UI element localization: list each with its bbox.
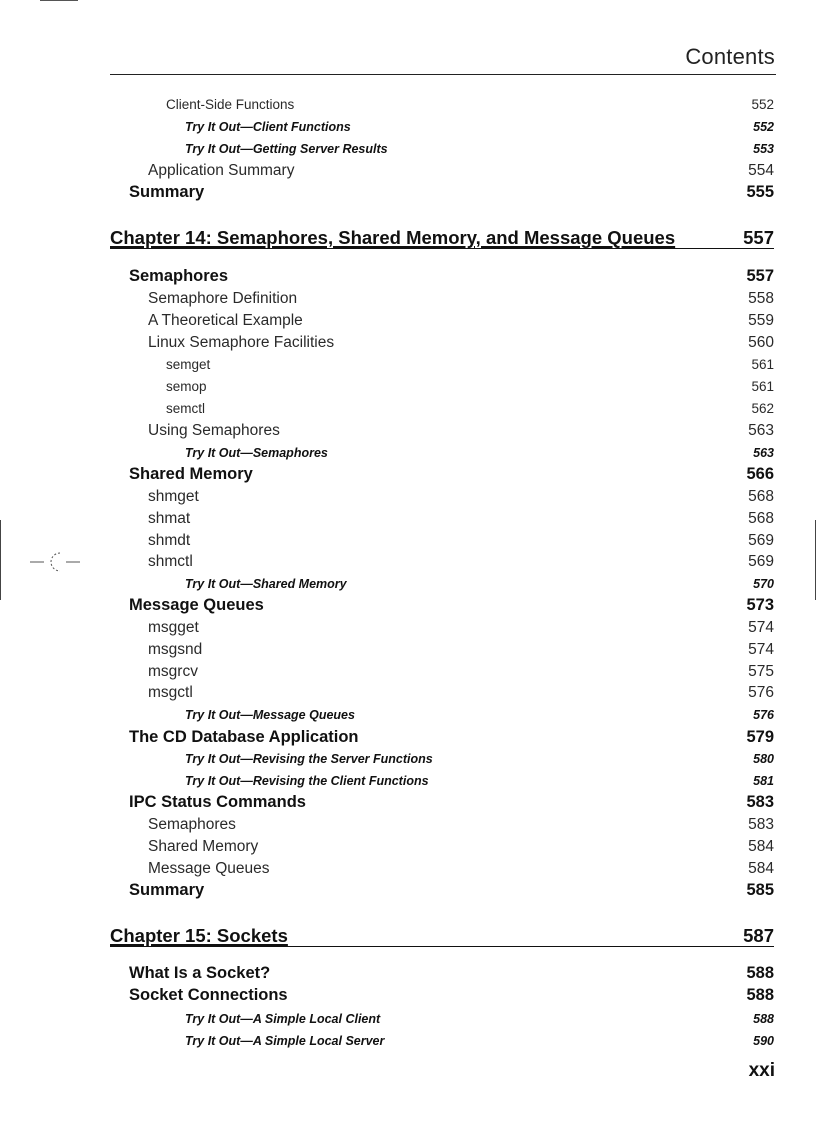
toc-entry-title: shmctl [148,553,193,570]
toc-section-heading[interactable] [110,183,774,202]
toc-entry[interactable] [110,684,774,702]
toc-section-heading[interactable] [110,986,774,1005]
toc-entry-page: 561 [751,357,774,372]
toc-entry-page: 569 [748,532,774,549]
toc-entry-title: IPC Status Commands [129,793,306,811]
crop-mark-top [40,0,78,1]
toc-entry-title: msgget [148,619,199,636]
toc-entry-title: A Theoretical Example [148,312,303,329]
toc-entry-try-it-out[interactable] [110,1034,774,1048]
toc-entry-page: 569 [748,553,774,570]
toc-entry-title: semop [166,379,207,394]
toc-entry-page: 584 [748,838,774,855]
toc-entry-page: 574 [748,619,774,636]
toc-entry[interactable] [110,334,774,352]
toc-entry-page: 557 [746,267,774,285]
chapter-title: Chapter 14: Semaphores, Shared Memory, and Message Queues [110,227,676,248]
toc-entry-title: Try It Out—Revising the Client Functions [185,774,429,788]
toc-section-heading[interactable] [110,793,774,812]
toc-entry-title: Try It Out—Getting Server Results [185,142,388,156]
toc-entry-title: Application Summary [148,162,295,179]
toc-entry[interactable] [110,860,774,878]
toc-entry-page: 579 [746,728,774,746]
toc-entry[interactable] [110,97,774,112]
toc-entry-title: What Is a Socket? [129,964,271,982]
toc-entry[interactable] [110,510,774,528]
toc-entry[interactable] [110,488,774,506]
toc-entry-page: 558 [748,290,774,307]
toc-entry-try-it-out[interactable] [110,774,774,788]
toc-entry-title: msgsnd [148,641,203,658]
toc-section-heading[interactable] [110,964,774,983]
toc-entry-try-it-out[interactable] [110,120,774,134]
toc-entry-page: 574 [748,641,774,658]
toc-entry-title: Try It Out—A Simple Local Server [185,1034,385,1048]
toc-entry-page: 554 [748,162,774,179]
toc-entry-page: 583 [746,793,774,811]
chapter-15-heading[interactable] [110,926,774,947]
toc-entry-page: 553 [753,142,774,156]
toc-entry-page: 563 [748,422,774,439]
toc-entry-title: Summary [129,881,205,899]
page-number: xxi [748,1060,775,1081]
toc-entry[interactable] [110,532,774,550]
toc-entry[interactable] [110,162,774,180]
toc-entry-title: Semaphore Definition [148,290,298,307]
toc-entry-page: 585 [746,881,774,899]
toc-entry-title: shmdt [148,532,191,549]
toc-entry-page: 563 [753,446,774,460]
toc-entry-try-it-out[interactable] [110,446,774,460]
toc-section-heading[interactable] [110,596,774,615]
toc-entry-page: 583 [748,816,774,833]
toc-entry-page: 552 [753,120,774,134]
toc-section-heading[interactable] [110,728,774,747]
toc-entry-title: shmget [148,488,199,505]
toc-entry-page: 588 [746,964,774,982]
toc-section-heading[interactable] [110,267,774,286]
toc-entry[interactable] [110,401,774,416]
toc-entry-title: Try It Out—Client Functions [185,120,351,134]
toc-entry-page: 584 [748,860,774,877]
toc-entry-title: Linux Semaphore Facilities [148,334,335,351]
toc-entry-try-it-out[interactable] [110,142,774,156]
toc-entry-title: Try It Out—Revising the Server Functions [185,752,433,766]
toc-entry-page: 555 [746,183,774,201]
toc-entry-page: 588 [753,1012,774,1026]
toc-entry-title: Try It Out—Shared Memory [185,577,347,591]
side-registration-line-left [0,520,1,600]
toc-entry-title: shmat [148,510,191,527]
toc-entry-title: Try It Out—Message Queues [185,708,355,722]
chapter-page: 587 [743,925,774,946]
toc-entry-title: Semaphores [129,267,229,285]
toc-entry-title: semget [166,357,211,372]
toc-entry-try-it-out[interactable] [110,577,774,591]
toc-entry-page: 561 [751,379,774,394]
toc-entry[interactable] [110,553,774,571]
toc-entry-page: 559 [748,312,774,329]
toc-entry-title: Try It Out—Semaphores [185,446,328,460]
toc-entry-try-it-out[interactable] [110,708,774,722]
toc-entry-title: Message Queues [148,860,270,877]
toc-entry-page: 581 [753,774,774,788]
toc-entry-try-it-out[interactable] [110,752,774,766]
toc-entry[interactable] [110,312,774,330]
toc-entry-title: Shared Memory [148,838,259,855]
toc-entry-page: 576 [753,708,774,722]
toc-section-heading[interactable] [110,881,774,900]
toc-entry[interactable] [110,663,774,681]
header-rule [110,74,776,75]
toc-entry-try-it-out[interactable] [110,1012,774,1026]
registration-mark-icon [30,548,80,576]
toc-entry-page: 590 [753,1034,774,1048]
toc-entry-page: 562 [751,401,774,416]
toc-entry-page: 560 [748,334,774,351]
toc-entry-title: Socket Connections [129,986,288,1004]
toc-entry-page: 575 [748,663,774,680]
toc-entry-page: 573 [746,596,774,614]
chapter-page: 557 [743,227,774,248]
toc-entry-page: 568 [748,510,774,527]
toc-entry-title: Try It Out—A Simple Local Client [185,1012,381,1026]
toc-entry-title: Summary [129,183,205,201]
toc-section-heading[interactable] [110,465,774,484]
toc-entry-page: 588 [746,986,774,1004]
toc-entry-title: Semaphores [148,816,236,833]
toc-entry-title: Shared Memory [129,465,253,483]
toc-entry-page: 566 [746,465,774,483]
chapter-title: Chapter 15: Sockets [110,925,288,946]
toc-entry[interactable] [110,641,774,659]
toc-entry-page: 552 [751,97,774,112]
toc-entry-title: Message Queues [129,596,264,614]
chapter-14-heading[interactable] [110,228,774,249]
toc-entry[interactable] [110,357,774,372]
toc-entry[interactable] [110,290,774,308]
toc-entry-page: 580 [753,752,774,766]
toc-entry-page: 570 [753,577,774,591]
toc-entry-title: The CD Database Application [129,728,359,746]
toc-entry-title: Client-Side Functions [166,97,295,112]
toc-entry[interactable] [110,619,774,637]
toc-entry-title: msgctl [148,684,193,701]
toc-entry-title: semctl [166,401,206,416]
toc-entry[interactable] [110,816,774,834]
toc-entry-title: Using Semaphores [148,422,280,439]
toc-entry[interactable] [110,379,774,394]
toc-entry[interactable] [110,838,774,856]
toc-entry-title: msgrcv [148,663,198,680]
toc-entry-page: 568 [748,488,774,505]
toc-entry-page: 576 [748,684,774,701]
running-header-title: Contents [685,44,775,69]
toc-entry[interactable] [110,422,774,440]
